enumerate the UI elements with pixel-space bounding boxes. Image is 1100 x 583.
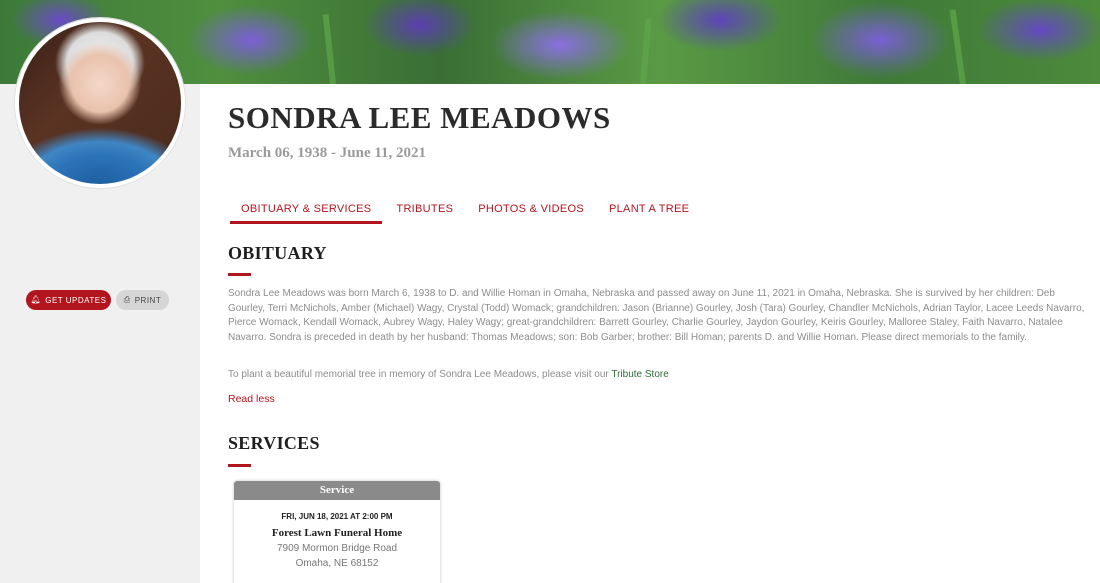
service-card-title: Service bbox=[234, 481, 440, 500]
tribute-store-link[interactable]: Tribute Store bbox=[611, 369, 669, 380]
service-address: 7909 Mormon Bridge Road bbox=[276, 543, 398, 554]
read-less-link[interactable]: Read less bbox=[228, 393, 275, 405]
bell-icon: 🔔︎ bbox=[30, 295, 42, 304]
obituary-heading-rule bbox=[228, 273, 251, 276]
life-dates: March 06, 1938 - June 11, 2021 bbox=[228, 145, 427, 161]
page-title: SONDRA LEE MEADOWS bbox=[228, 100, 611, 135]
tab-tributes[interactable]: TRIBUTES bbox=[396, 203, 454, 215]
tab-plant-a-tree[interactable]: PLANT A TREE bbox=[609, 203, 690, 215]
service-city: Omaha, NE 68152 bbox=[295, 558, 379, 569]
print-button[interactable]: ⎙ PRINT bbox=[116, 290, 169, 310]
get-updates-button[interactable]: 🔔︎ GET UPDATES bbox=[26, 290, 111, 310]
tab-photos-videos[interactable]: PHOTOS & VIDEOS bbox=[478, 203, 584, 215]
tab-bar bbox=[230, 202, 700, 224]
portrait-photo bbox=[15, 18, 185, 188]
obituary-heading: OBITUARY bbox=[228, 243, 327, 263]
service-card bbox=[234, 481, 440, 583]
tab-obituary-services[interactable]: OBITUARY & SERVICES bbox=[230, 202, 382, 224]
services-heading-rule bbox=[228, 464, 251, 467]
obituary-text: Sondra Lee Meadows was born March 6, 1938 to D. and Willie Homan in Omaha, Nebraska and passed away on June 11, 2021 in Omaha, Nebraska. She is survived by her children: Deb Gourley, Terri McNichols, Amber (Michael) Wagy, Crystal (Todd) Womack; grandchildren: Jason (Brianne) Gourley, Josh (Tara) Gourley, Chandler McNichols, Adrian Taylor, Lacee Leeds Navarro, Pierce Womack, Kendall Womack, Aubrey Wagy, Haley Wagy; great-grandchildren: Barrett Gourley, Charlie Gourley, Jaydon Gourley, Keiris Gourley, Malloree Staley, Faith Navarro, Natalee Navarro. Sondra is preceded in death by her husband: Thomas Meadows; son: Bob Garber; brother: Bill Homan; parents D. and Willie Homan. Please direct memorials to the family. bbox=[228, 288, 1085, 343]
service-datetime: FRI, JUN 18, 2021 AT 2:00 PM bbox=[281, 512, 393, 521]
services-heading: SERVICES bbox=[228, 433, 320, 453]
tree-message: To plant a beautiful memorial tree in memory of Sondra Lee Meadows, please visit our Tribute Store bbox=[228, 369, 669, 380]
service-location-name: Forest Lawn Funeral Home bbox=[271, 527, 403, 539]
printer-icon: ⎙ bbox=[123, 295, 131, 304]
